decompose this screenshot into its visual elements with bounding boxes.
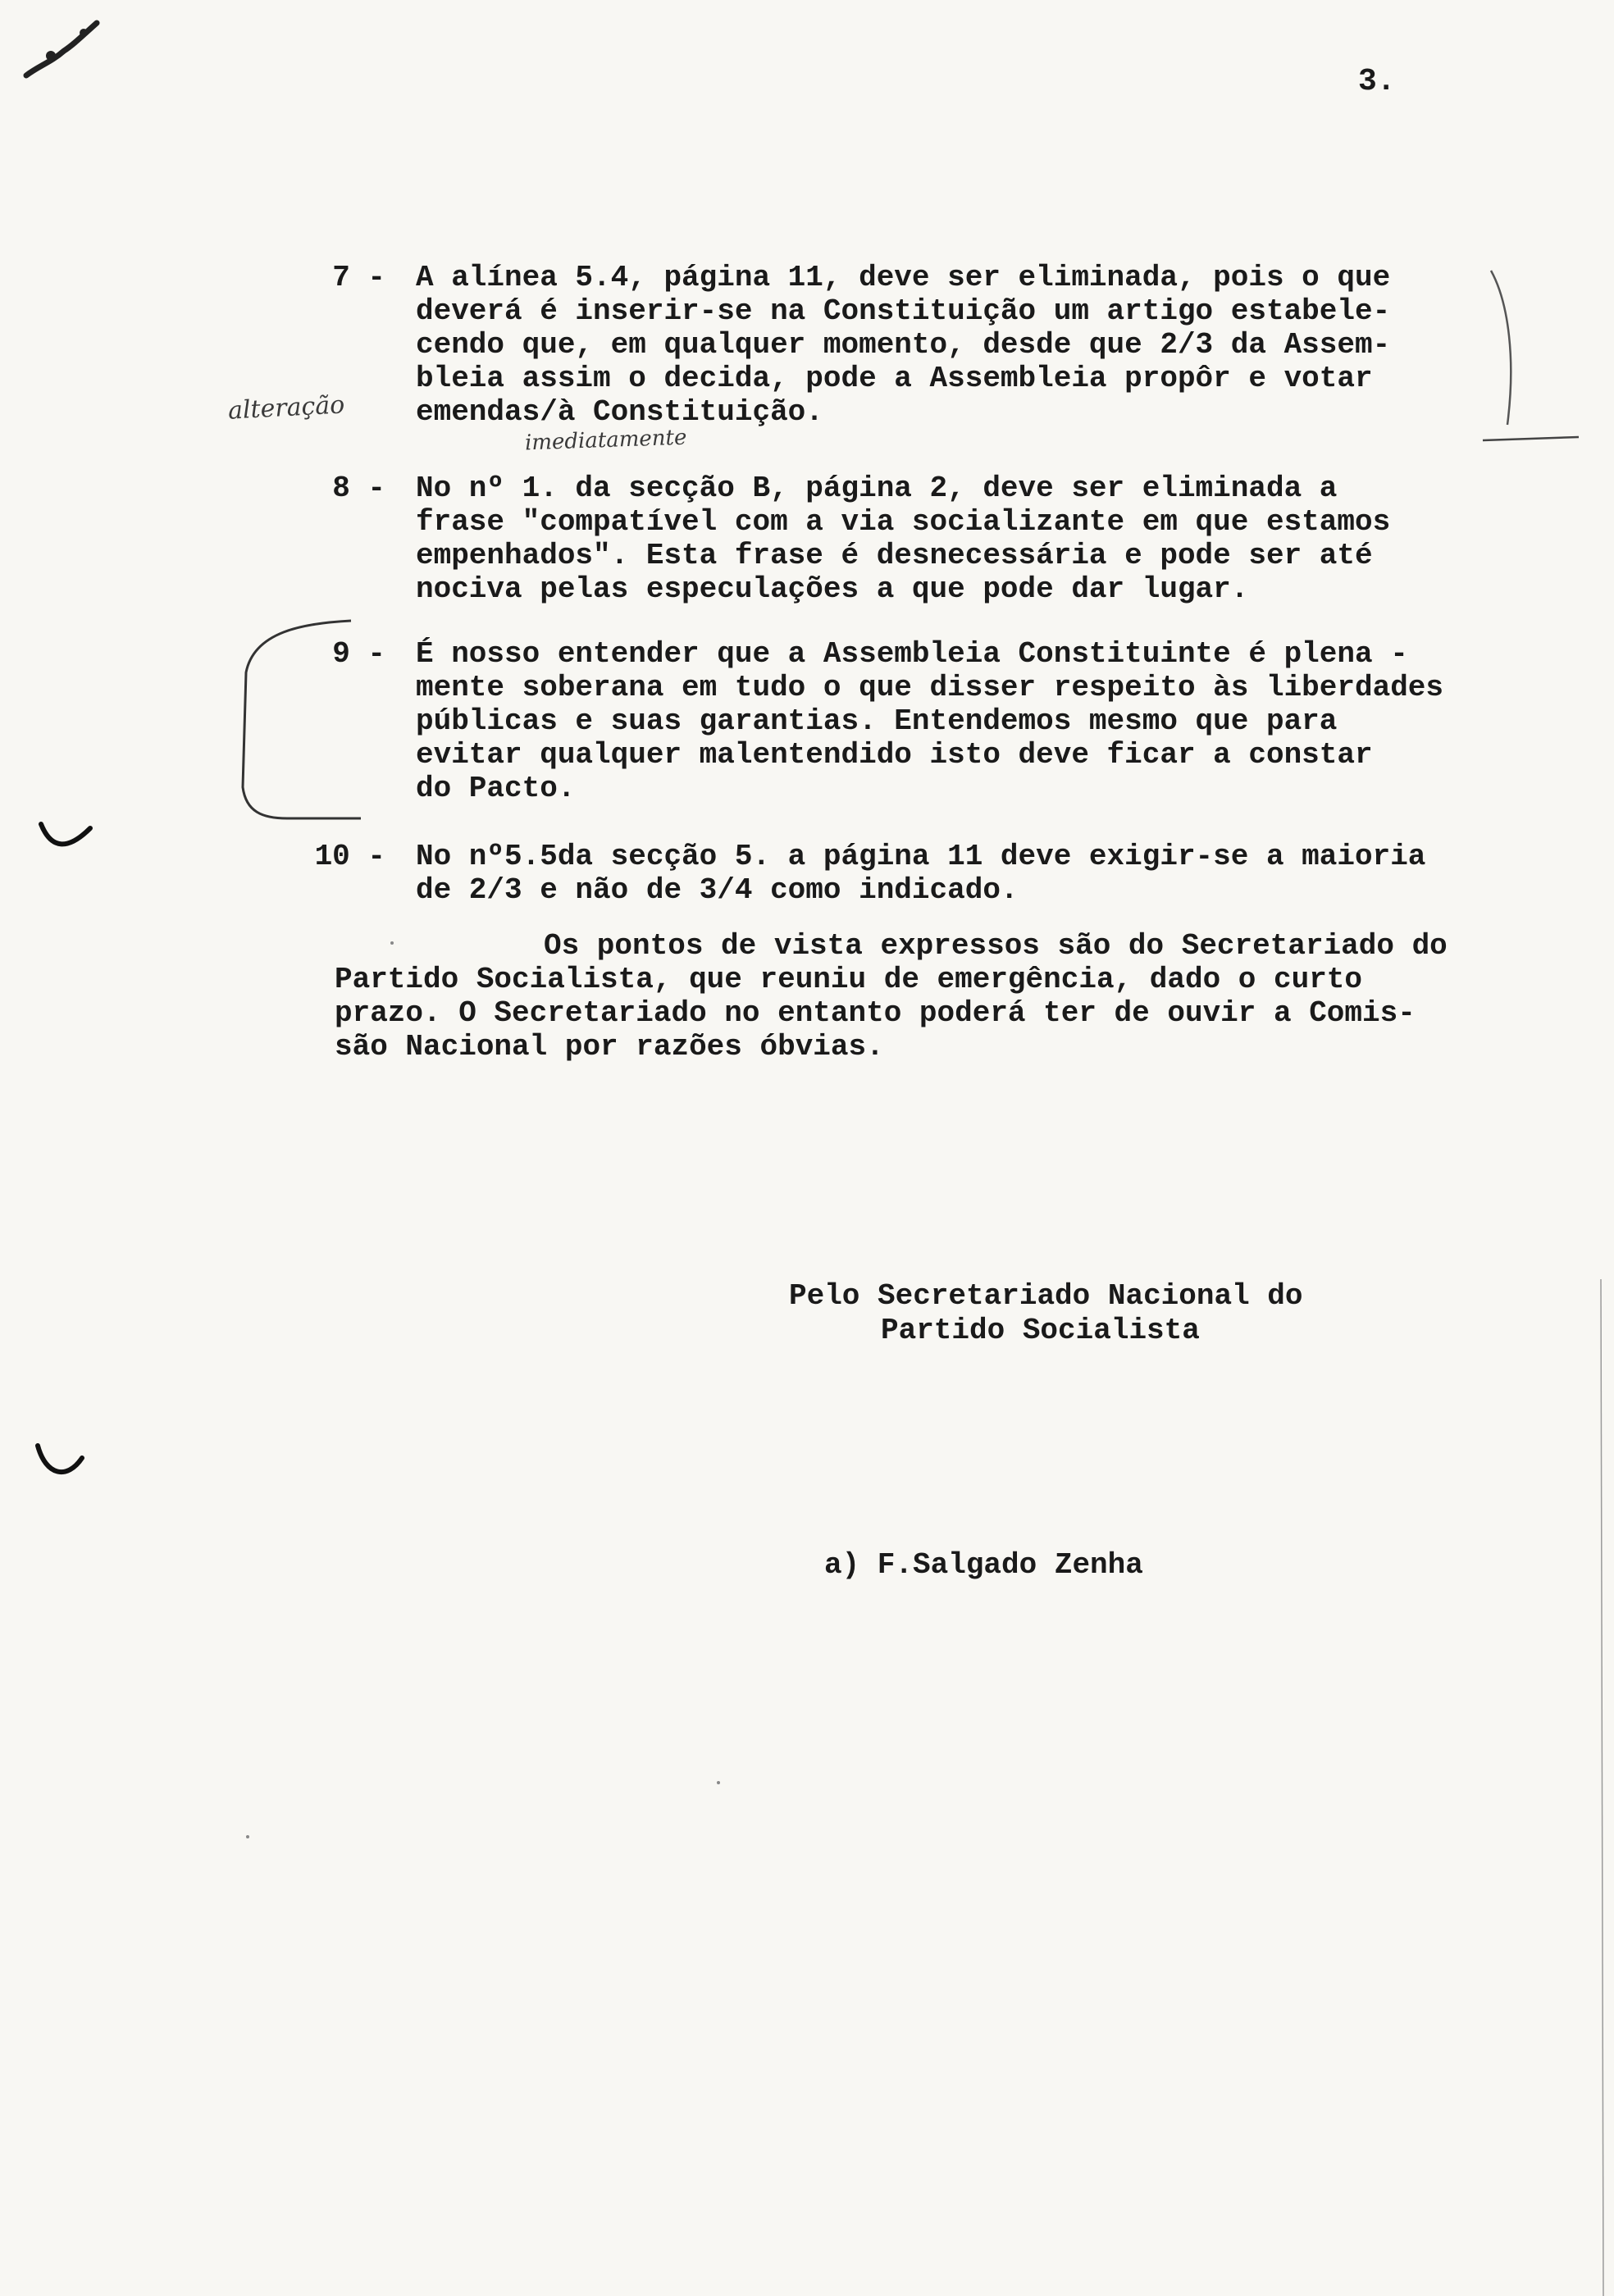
closing-line: Os pontos de vista expressos são do Secretariado do (544, 929, 1448, 963)
item-text (416, 840, 1482, 907)
item-line: É nosso entender que a Assembleia Constituinte é plena - (416, 637, 1408, 671)
signed-by: a) F.Salgado Zenha (824, 1548, 1143, 1582)
item-text (416, 472, 1482, 606)
speck-mark-2 (246, 1835, 249, 1838)
right-margin-line (1483, 437, 1579, 440)
item-line: A alínea 5.4, página 11, deve ser eliminada, pois o que (416, 261, 1391, 294)
numbered-item-9 (312, 637, 1476, 805)
corner-dot-mark-2 (80, 29, 88, 37)
right-edge-line (1601, 1279, 1603, 2296)
item-line: de 2/3 e não de 3/4 como indicado. (416, 873, 1019, 907)
numbered-item-10 (312, 840, 1476, 907)
closing-line: Partido Socialista, que reuniu de emergência, dado o curto (335, 963, 1363, 996)
item-line: No nº5.5da secção 5. a página 11 deve exigir-se a maioria (416, 840, 1426, 873)
item-number: 10 - (314, 840, 385, 873)
item-line: evitar qualquer malentendido isto deve ficar a constar (416, 738, 1373, 772)
corner-dot-mark (46, 51, 56, 61)
item-line: do Pacto. (416, 772, 576, 805)
signature-block (789, 1279, 1303, 1348)
item-line: mente soberana em tudo o que disser respeito às liberdades (416, 671, 1444, 704)
item-number: 7 - (332, 261, 385, 294)
handwritten-margin-note: alteração (227, 390, 346, 426)
item-number: 8 - (332, 472, 385, 505)
item-line: emendas/à Constituição. (416, 395, 823, 429)
item-text (416, 637, 1482, 805)
item-line: cendo que, em qualquer momento, desde que 2/3 da Assem- (416, 328, 1391, 362)
item-line: empenhados". Esta frase é desnecessária e pode ser até (416, 539, 1373, 572)
closing-line: prazo. O Secretariado no entanto poderá ter de ouvir a Comis- (335, 996, 1416, 1030)
speck-mark (717, 1781, 720, 1784)
handwritten-interlinear-note: imediatamente (524, 425, 687, 456)
left-margin-check-1 (41, 824, 90, 844)
right-margin-bracket (1491, 271, 1511, 425)
closing-paragraph (335, 929, 1483, 1064)
left-margin-check-2 (38, 1446, 82, 1472)
item-line: públicas e suas garantias. Entendemos mesmo que para (416, 704, 1338, 738)
item-line: frase "compatível com a via socializante em que estamos (416, 505, 1391, 539)
item-text (416, 261, 1482, 429)
item-line: No nº 1. da secção B, página 2, deve ser eliminada a (416, 472, 1338, 505)
item-number: 9 - (332, 637, 385, 671)
page-number: 3. (1358, 64, 1396, 99)
signature-line-1: Pelo Secretariado Nacional do (789, 1279, 1303, 1313)
numbered-item-8 (312, 472, 1476, 606)
numbered-items (312, 261, 1476, 907)
item-line: nociva pelas especulações a que pode dar lugar. (416, 572, 1249, 606)
signature-line-2: Partido Socialista (881, 1314, 1200, 1347)
item-line: bleia assim o decida, pode a Assembleia propôr e votar (416, 362, 1373, 395)
closing-line: são Nacional por razões óbvias. (335, 1030, 884, 1064)
item-line: deverá é inserir-se na Constituição um artigo estabele- (416, 294, 1391, 328)
numbered-item-7 (312, 261, 1476, 429)
